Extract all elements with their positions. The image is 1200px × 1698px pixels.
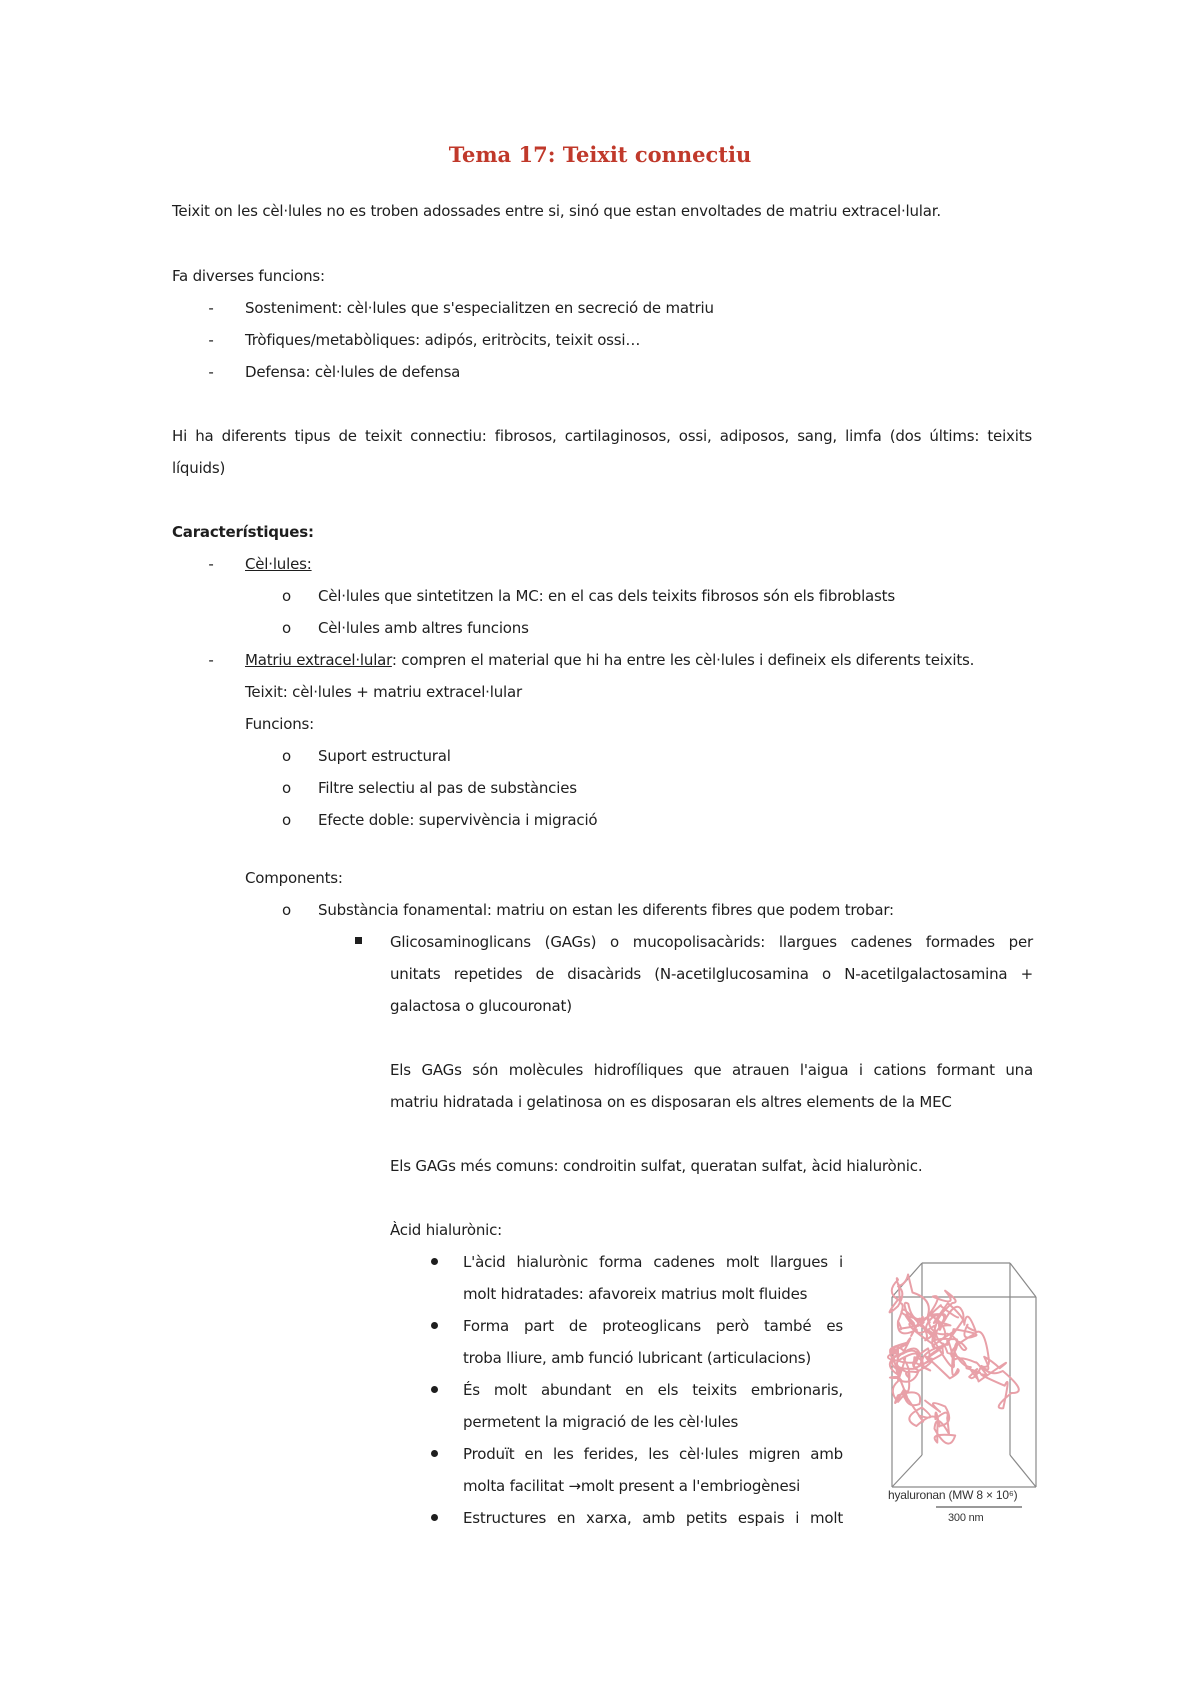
tipus-paragraph-line: líquids) (172, 459, 226, 477)
list-item: Defensa: cèl·lules de defensa (245, 363, 461, 381)
box-edge (1010, 1263, 1036, 1297)
hialuronic-bullet-line: Produït en les ferides, les cèl·lules migren amb (463, 1445, 843, 1463)
list-item: Filtre selectiu al pas de substàncies (318, 779, 577, 797)
gag-line: unitats repetides de disacàrids (N-acetilglucosamina o N-acetilgalactosamina + (390, 965, 1033, 983)
list-marker-dash: - (208, 555, 214, 573)
list-marker-o: o (282, 587, 291, 605)
list-item: Sosteniment: cèl·lules que s'especialitzen en secreció de matriu (245, 299, 714, 317)
substancia-text: Substància fonamental: matriu on estan les diferents fibres que podem trobar: (318, 901, 894, 919)
round-bullet-icon (431, 1514, 438, 1521)
list-marker-o: o (282, 901, 291, 919)
scale-label: 300 nm (948, 1512, 984, 1524)
list-item: Tròfiques/metabòliques: adipós, eritròcits, teixit ossi… (245, 331, 641, 349)
gag-line: Glicosaminoglicans (GAGs) o mucopolisacàrids: llargues cadenes formades per (390, 933, 1033, 951)
hialuronic-bullet-line: molt hidratades: afavoreix matrius molt fluides (463, 1285, 808, 1303)
funcions-heading: Fa diverses funcions: (172, 267, 325, 285)
hyaluronan-chain (888, 1316, 1006, 1444)
hialuronic-bullet-line: Estructures en xarxa, amb petits espais i molt (463, 1509, 843, 1527)
matriu-funcions-label: Funcions: (245, 715, 314, 733)
box-edge (892, 1455, 922, 1487)
list-marker-dash: - (208, 363, 214, 381)
round-bullet-icon (431, 1450, 438, 1457)
list-item: Cèl·lules que sintetitzen la MC: en el cas dels teixits fibrosos són els fibroblasts (318, 587, 895, 605)
hialuronic-bullet-line: És molt abundant en els teixits embrionaris, (463, 1381, 843, 1399)
hialuronic-bullet-line: permetent la migració de les cèl·lules (463, 1413, 739, 1431)
box-edge (1010, 1455, 1036, 1487)
gag-p2-line: Els GAGs són molècules hidrofíliques que atrauen l'aigua i cations formant una (390, 1061, 1033, 1079)
list-marker-dash: - (208, 331, 214, 349)
hialuronic-bullet-line: molta facilitat →molt present a l'embriogènesi (463, 1477, 801, 1495)
hyaluronan-box-diagram (884, 1255, 1044, 1525)
round-bullet-icon (431, 1258, 438, 1265)
cellules-label: Cèl·lules: (245, 555, 312, 573)
caracteristiques-heading: Característiques: (172, 523, 314, 541)
intro-paragraph: Teixit on les cèl·lules no es troben adossades entre si, sinó que estan envoltades de matriu extracel·lular. (172, 202, 941, 220)
tipus-paragraph-line: Hi ha diferents tipus de teixit connectiu: fibrosos, cartilaginosos, ossi, adiposos, sang, limfa (dos últims: teixits (172, 427, 1032, 445)
list-marker-dash: - (208, 299, 214, 317)
page-title: Tema 17: Teixit connectiu (448, 142, 752, 167)
matriu-label: Matriu extracel·lular (245, 651, 392, 669)
hialuronic-bullet-line: L'àcid hialurònic forma cadenes molt llargues i (463, 1253, 843, 1271)
matriu-line (245, 650, 974, 670)
list-item: Efecte doble: supervivència i migració (318, 811, 598, 829)
matriu-text: : compren el material que hi ha entre les cèl·lules i defineix els diferents teixits. (391, 651, 975, 669)
round-bullet-icon (431, 1386, 438, 1393)
list-marker-o: o (282, 811, 291, 829)
list-marker-o: o (282, 779, 291, 797)
list-item: Cèl·lules amb altres funcions (318, 619, 529, 637)
figure-caption: hyaluronan (MW 8 × 10⁶) (888, 1488, 1018, 1502)
list-marker-o: o (282, 619, 291, 637)
list-marker-o: o (282, 747, 291, 765)
list-marker-dash: - (208, 651, 214, 669)
round-bullet-icon (431, 1322, 438, 1329)
gag-p3-line: Els GAGs més comuns: condroitin sulfat, queratan sulfat, àcid hialurònic. (390, 1157, 923, 1175)
list-item: Suport estructural (318, 747, 451, 765)
matriu-formula: Teixit: cèl·lules + matriu extracel·lular (245, 683, 522, 701)
square-bullet-icon (355, 937, 362, 944)
gag-line: galactosa o glucouronat) (390, 997, 572, 1015)
hialuronic-bullet-line: troba lliure, amb funció lubricant (articulacions) (463, 1349, 812, 1367)
gag-p2-line: matriu hidratada i gelatinosa on es disposaran els altres elements de la MEC (390, 1093, 952, 1111)
hyaluronan-figure (884, 1255, 1044, 1525)
hialuronic-bullet-line: Forma part de proteoglicans però també es (463, 1317, 843, 1335)
components-label: Components: (245, 869, 343, 887)
hialuronic-heading: Àcid hialurònic: (390, 1221, 503, 1239)
